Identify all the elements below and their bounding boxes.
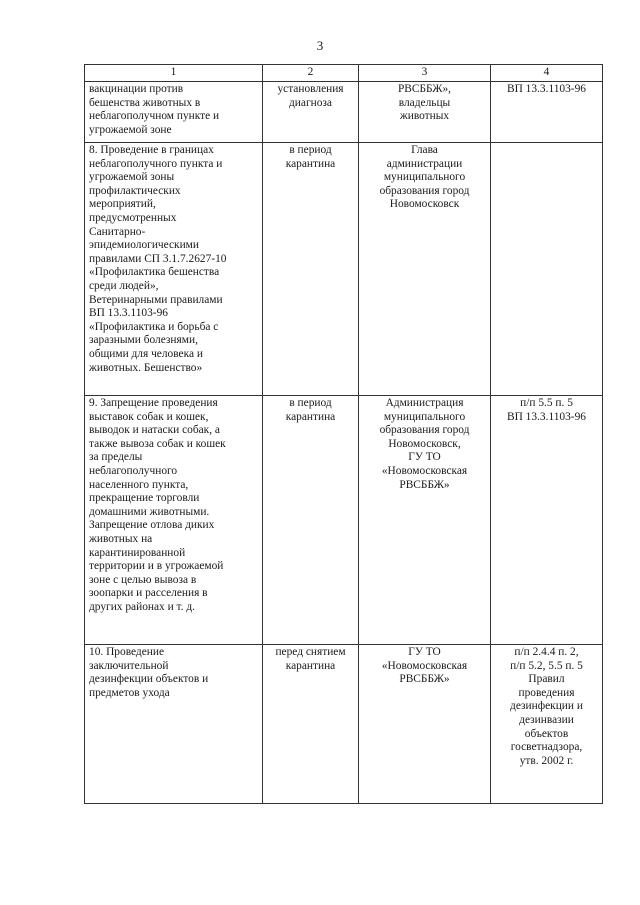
cell-text-line: угрожаемой зоне — [89, 123, 172, 136]
cell-text-line: образования город — [379, 184, 470, 197]
term-cell — [263, 143, 359, 396]
cell-text-line: животных на — [89, 532, 153, 545]
header-cell-3: 3 — [359, 65, 491, 82]
action-cell — [85, 645, 263, 804]
cell-text-line: РВСББЖ», — [397, 83, 452, 95]
header-cell-2: 2 — [263, 65, 359, 82]
header-cell-1: 1 — [85, 65, 263, 82]
cell-text-line: других районах и т. д. — [89, 600, 195, 613]
cell-text-line: «Профилактика бешенства — [89, 266, 220, 279]
cell-text-line: населенного пункта, — [89, 478, 189, 491]
cell-text-line: Санитарно- — [89, 225, 146, 238]
cell-text-line: эпидемиологическими — [89, 239, 199, 252]
responsible-cell — [359, 82, 491, 143]
cell-text-line: правилами СП 3.1.7.2627-10 — [89, 252, 227, 265]
term-cell — [263, 645, 359, 804]
basis-cell — [491, 143, 603, 396]
cell-text-line: выставок собак и кошек, — [89, 410, 209, 423]
cell-text-line: дезинфекции и — [510, 700, 583, 713]
cell-text-line: муниципального — [383, 171, 466, 184]
cell-text-line: в период — [289, 144, 332, 156]
cell-text-line: РВСББЖ» — [399, 673, 450, 686]
cell-text-line: карантинированной — [89, 546, 186, 559]
cell-text-line: зоне с целью вывоза в — [89, 573, 197, 586]
cell-text-line: неблагополучном пункте и — [89, 110, 220, 123]
cell-text-line: п/п 5.2, 5.5 п. 5 — [510, 659, 583, 672]
cell-text-line: карантина — [285, 157, 336, 170]
cell-text-line: бешенства животных в — [89, 96, 201, 109]
cell-text-line: карантина — [285, 410, 336, 423]
cell-text-line: п/п 2.4.4 п. 2, — [514, 646, 579, 658]
cell-text-line: Новомосковск, — [388, 437, 461, 450]
cell-text-line: «Новомосковская — [381, 659, 468, 672]
action-cell — [85, 396, 263, 645]
table-header-row — [85, 65, 603, 82]
cell-text-line: Правил — [528, 673, 565, 686]
cell-text-line: общими для человека и — [89, 347, 203, 360]
measures-table — [84, 64, 603, 804]
cell-text-line: «Профилактика и борьба с — [89, 320, 219, 333]
cell-text-line: дезинфекции объектов и — [89, 673, 209, 686]
cell-text-line: «Новомосковская — [381, 464, 468, 477]
responsible-cell — [359, 645, 491, 804]
table-row — [85, 143, 603, 396]
cell-text-line: диагноза — [289, 96, 332, 109]
responsible-cell — [359, 143, 491, 396]
cell-text-line: зоопарки и расселения в — [89, 587, 208, 600]
cell-text-line: ГУ ТО — [408, 646, 441, 658]
cell-text-line: прекращение торговли — [89, 492, 200, 505]
cell-text-line: Новомосковск — [389, 198, 460, 211]
cell-text-line: предметов ухода — [89, 686, 170, 699]
cell-text-line: неблагополучного пункта и — [89, 157, 223, 170]
action-cell — [85, 82, 263, 143]
cell-text-line: администрации — [386, 157, 463, 170]
table-row — [85, 645, 603, 804]
cell-text-line: ВП 13.3.1103-96 — [507, 410, 586, 423]
cell-text-line: установления — [277, 83, 344, 95]
cell-text-line: Администрация — [385, 397, 464, 409]
basis-cell — [491, 645, 603, 804]
cell-text-line: заключительной — [89, 659, 169, 672]
cell-text-line: животных. Бешенство» — [89, 361, 203, 374]
cell-text-line: дезинвазии — [519, 713, 574, 726]
page-number: 3 — [316, 38, 324, 53]
cell-text-line: в период — [289, 397, 332, 409]
cell-text-line: профилактических — [89, 184, 181, 197]
cell-text-line: неблагополучного — [89, 464, 178, 477]
cell-text-line: Запрещение отлова диких — [89, 519, 215, 532]
term-cell — [263, 396, 359, 645]
cell-text-line: территории и в угрожаемой — [89, 560, 224, 573]
cell-text-line: перед снятием — [275, 646, 346, 658]
cell-text-line: выводок и натаски собак, а — [89, 424, 220, 437]
cell-text-line: Глава — [411, 144, 438, 156]
cell-text-line: ГУ ТО — [408, 451, 441, 464]
cell-text-line: угрожаемой зоны — [89, 171, 175, 184]
cell-text-line: владельцы — [398, 96, 451, 109]
cell-text-line: за пределы — [89, 451, 143, 464]
table-row — [85, 82, 603, 143]
cell-text-line: п/п 5.5 п. 5 — [520, 397, 573, 409]
term-cell — [263, 82, 359, 143]
cell-text-line: 10. Проведение — [89, 646, 165, 658]
basis-cell — [491, 396, 603, 645]
cell-text-line: мероприятий, — [89, 198, 156, 211]
header-cell-4: 4 — [491, 65, 603, 82]
cell-text-line: образования город — [379, 424, 470, 437]
cell-text-line: проведения — [518, 686, 575, 699]
cell-text-line: животных — [399, 110, 450, 123]
cell-text-line: 8. Проведение в границах — [89, 144, 214, 156]
cell-text-line: среди людей», — [89, 279, 159, 292]
cell-text-line: заразными болезнями, — [89, 334, 198, 347]
table-row — [85, 396, 603, 645]
cell-text-line: объектов — [524, 727, 569, 740]
cell-text-line: домашними животными. — [89, 505, 210, 518]
responsible-cell — [359, 396, 491, 645]
cell-text-line: ВП 13.3.1103-96 — [89, 307, 168, 320]
cell-text-line: также вывоза собак и кошек — [89, 437, 226, 450]
action-cell — [85, 143, 263, 396]
cell-text-line: карантина — [285, 659, 336, 672]
cell-text-line: Ветеринарными правилами — [89, 293, 223, 306]
cell-text-line: 9. Запрещение проведения — [89, 397, 218, 409]
cell-text-line: муниципального — [383, 410, 466, 423]
cell-text-line: ВП 13.3.1103-96 — [507, 83, 586, 95]
cell-text-line: РВСББЖ» — [399, 478, 450, 491]
cell-text-line: вакцинации против — [89, 83, 184, 95]
cell-text-line: предусмотренных — [89, 211, 177, 224]
cell-text-line: госветнадзора, — [510, 741, 583, 754]
basis-cell — [491, 82, 603, 143]
cell-text-line: утв. 2002 г. — [519, 754, 574, 767]
